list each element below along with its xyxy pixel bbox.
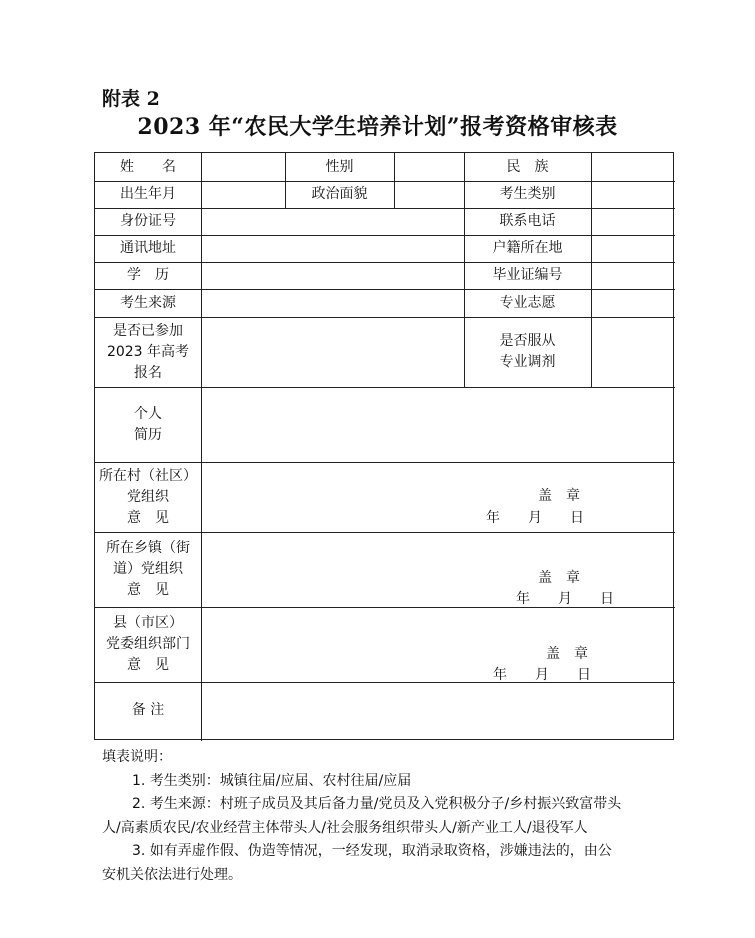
village-opinion-label: 所在村（社区） 党组织 意 见 [99, 467, 197, 526]
household-label: 户籍所在地 [492, 240, 563, 256]
village-stamp-label: 盖 章 [538, 488, 580, 504]
adjust-label: 是否服从 专业调剂 [499, 333, 556, 370]
source-field[interactable] [202, 289, 464, 317]
ethnicity-label: 民 族 [506, 158, 549, 175]
attachment-label: 附表 2 [102, 88, 160, 110]
name-field[interactable] [202, 153, 285, 181]
ethnicity-field[interactable] [592, 153, 673, 181]
name-label: 姓 名 [120, 158, 176, 175]
gaokao-label: 是否已参加 2023 年高考 报名 [106, 322, 190, 381]
source-label: 考生来源 [120, 294, 176, 311]
county-stamp-label: 盖 章 [546, 646, 588, 662]
category-field[interactable] [592, 181, 673, 208]
resume-label: 个人 简历 [134, 405, 162, 443]
diploma-label: 毕业证编号 [492, 267, 563, 283]
adjust-field[interactable] [592, 317, 673, 387]
resume-field[interactable] [202, 387, 673, 462]
birth-field[interactable] [202, 181, 285, 208]
instructions-heading: 填表说明： [102, 749, 172, 765]
remark-label: 备 注 [131, 702, 165, 718]
household-field[interactable] [592, 235, 673, 262]
education-label: 学 历 [127, 267, 169, 283]
phone-label: 联系电话 [499, 213, 556, 229]
form-instructions [102, 746, 672, 887]
village-opinion-field[interactable] [202, 462, 673, 532]
education-field[interactable] [202, 262, 464, 289]
gender-field[interactable] [395, 153, 464, 181]
diploma-field[interactable] [592, 262, 673, 289]
address-field[interactable] [202, 235, 464, 262]
village-date-label: 年 月 日 [486, 510, 584, 526]
gender-label: 性别 [325, 158, 354, 175]
phone-field[interactable] [592, 208, 673, 235]
address-label: 通讯地址 [120, 240, 176, 256]
county-date-label: 年 月 日 [493, 667, 591, 683]
gaokao-field[interactable] [202, 317, 464, 387]
form-title: 2023 年“农民大学生培养计划”报考资格审核表 [137, 114, 618, 140]
instruction-item-2-cont: 人/高素质农民/农业经营主体带头人/社会服务组织带头人/新产业工人/退役军人 [102, 819, 588, 836]
id-label: 身份证号 [120, 213, 176, 229]
qualification-review-form [94, 152, 674, 740]
category-label: 考生类别 [499, 186, 556, 202]
political-field[interactable] [395, 181, 464, 208]
remark-field[interactable] [202, 682, 673, 739]
county-opinion-field[interactable] [202, 607, 673, 682]
major-field[interactable] [592, 289, 673, 317]
town-stamp-label: 盖 章 [538, 570, 580, 586]
instruction-item-3: 3. 如有弄虚作假、伪造等情况，一经发现，取消录取资格，涉嫌违法的，由公 [132, 843, 612, 859]
id-field[interactable] [202, 208, 464, 235]
political-label: 政治面貌 [311, 186, 368, 202]
instruction-item-3-cont: 安机关依法进行处理。 [102, 866, 242, 883]
town-opinion-label: 所在乡镇（街 道）党组织 意 见 [106, 540, 190, 598]
county-opinion-label: 县（市区） 党委组织部门 意 见 [106, 615, 190, 673]
instruction-item-2: 2. 考生来源：村班子成员及其后备力量/党员及入党积极分子/乡村振兴致富带头 [132, 796, 622, 812]
major-label: 专业志愿 [499, 294, 556, 311]
birth-label: 出生年月 [120, 186, 176, 202]
instruction-item-1: 1. 考生类别：城镇往届/应届、农村往届/应届 [132, 772, 412, 789]
town-date-label: 年 月 日 [516, 591, 614, 607]
